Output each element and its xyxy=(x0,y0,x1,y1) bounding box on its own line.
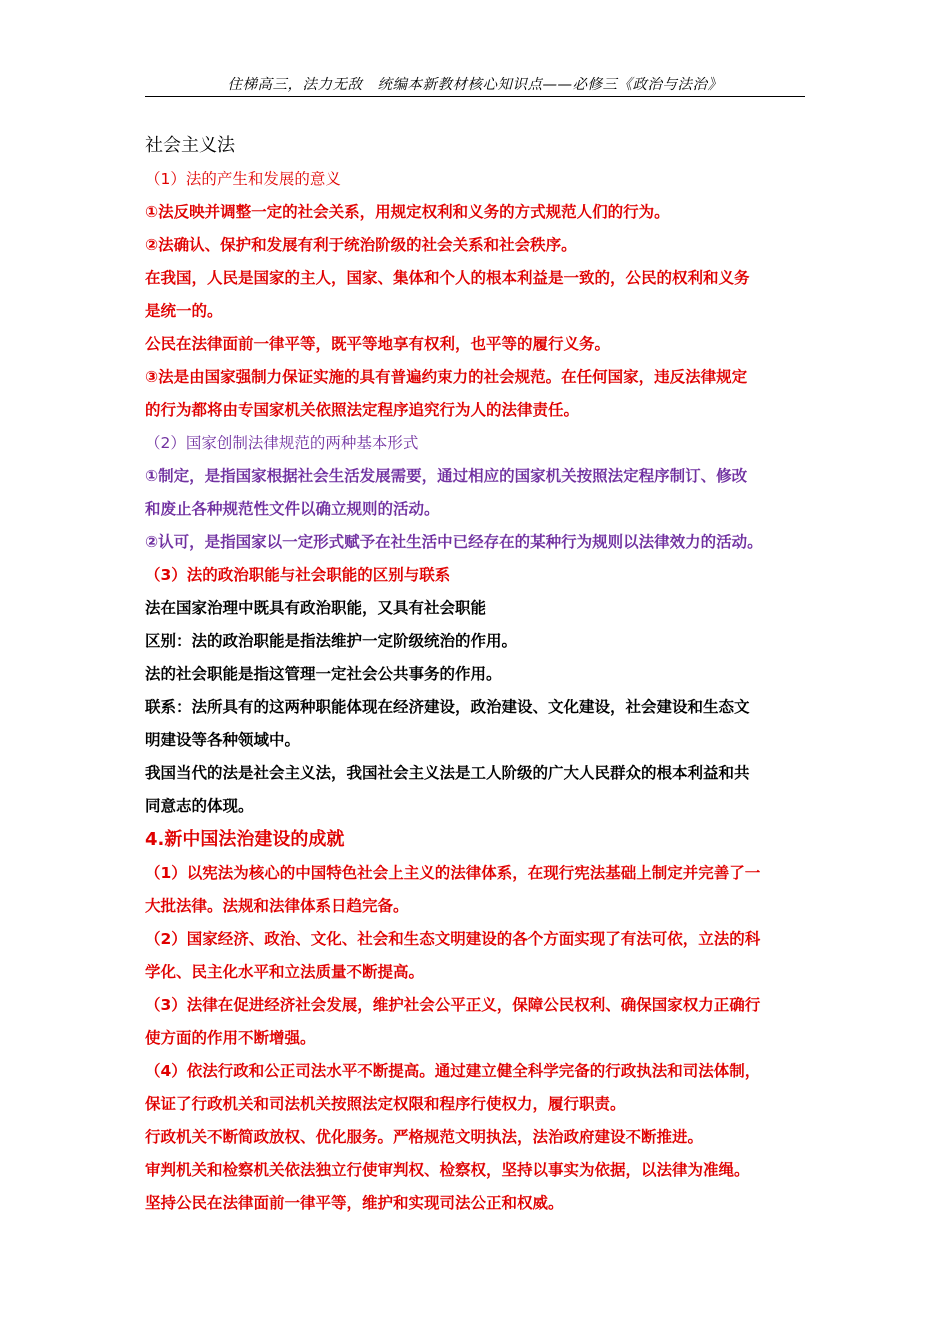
section4-line: 使方面的作用不断增强。 xyxy=(145,1029,316,1047)
part1-line: 在我国，人民是国家的主人，国家、集体和个人的根本利益是一致的，公民的权利和义务 xyxy=(145,269,750,287)
page-header-text: 住梯高三，法力无敌 统编本新教材核心知识点——必修三《政治与法治》 xyxy=(227,77,723,93)
part2-heading: （2）国家创制法律规范的两种基本形式 xyxy=(145,434,419,452)
part2-line: ②认可，是指国家以一定形式赋予在社生活中已经存在的某种行为规则以法律效力的活动。 xyxy=(145,533,763,551)
part3-heading: （3）法的政治职能与社会职能的区别与联系 xyxy=(145,566,451,584)
section-title: 社会主义法 xyxy=(145,135,235,156)
part3-line: 联系：法所具有的这两种职能体现在经济建设，政治建设、文化建设，社会建设和生态文 xyxy=(145,698,750,716)
part1-line: 是统一的。 xyxy=(145,302,223,320)
part2-line: 和废止各种规范性文件以确立规则的活动。 xyxy=(145,500,440,518)
section4-line: 大批法律。法规和法律体系日趋完备。 xyxy=(145,897,409,915)
section4-line: 坚持公民在法律面前一律平等，维护和实现司法公正和权威。 xyxy=(145,1194,564,1212)
page-header xyxy=(145,70,805,97)
document-body xyxy=(145,130,810,1220)
section4-line: （3）法律在促进经济社会发展，维护社会公平正义，保障公民权利、确保国家权力正确行 xyxy=(145,996,761,1014)
part3-line: 法的社会职能是指这管理一定社会公共事务的作用。 xyxy=(145,665,502,683)
section4-line: 行政机关不断简政放权、优化服务。严格规范文明执法，法治政府建设不断推进。 xyxy=(145,1128,704,1146)
part1-line: 公民在法律面前一律平等，既平等地享有权利，也平等的履行义务。 xyxy=(145,335,611,353)
part1-line: ②法确认、保护和发展有利于统治阶级的社会关系和社会秩序。 xyxy=(145,236,577,254)
part2-line: ①制定，是指国家根据社会生活发展需要，通过相应的国家机关按照法定程序制订、修改 xyxy=(145,467,748,485)
section4-title: 4.新中国法治建设的成就 xyxy=(145,829,345,850)
section4-line: 保证了行政机关和司法机关按照法定权限和程序行使权力，履行职责。 xyxy=(145,1095,626,1113)
part3-line: 明建设等各种领域中。 xyxy=(145,731,301,749)
part1-line: 的行为都将由专国家机关依照法定程序追究行为人的法律责任。 xyxy=(145,401,580,419)
section4-line: （2）国家经济、政治、文化、社会和生态文明建设的各个方面实现了有法可依，立法的科 xyxy=(145,930,761,948)
part3-line: 同意志的体现。 xyxy=(145,797,254,815)
section4-line: （1）以宪法为核心的中国特色社会上主义的法律体系，在现行宪法基础上制定并完善了一 xyxy=(145,864,761,882)
part1-heading: （1）法的产生和发展的意义 xyxy=(145,170,341,188)
section4-line: 审判机关和检察机关依法独立行使审判权、检察权，坚持以事实为依据，以法律为准绳。 xyxy=(145,1161,750,1179)
part3-line: 我国当代的法是社会主义法，我国社会主义法是工人阶级的广大人民群众的根本利益和共 xyxy=(145,764,750,782)
part3-line: 法在国家治理中既具有政治职能，又具有社会职能 xyxy=(145,599,487,617)
part1-line: ③法是由国家强制力保证实施的具有普遍约束力的社会规范。在任何国家，违反法律规定 xyxy=(145,368,748,386)
part1-line: ①法反映并调整一定的社会关系，用规定权利和义务的方式规范人们的行为。 xyxy=(145,203,670,221)
section4-line: 学化、民主化水平和立法质量不断提高。 xyxy=(145,963,425,981)
part3-line: 区别：法的政治职能是指法维护一定阶级统治的作用。 xyxy=(145,632,518,650)
section4-line: （4）依法行政和公正司法水平不断提高。通过建立健全科学完备的行政执法和司法体制， xyxy=(145,1062,761,1080)
